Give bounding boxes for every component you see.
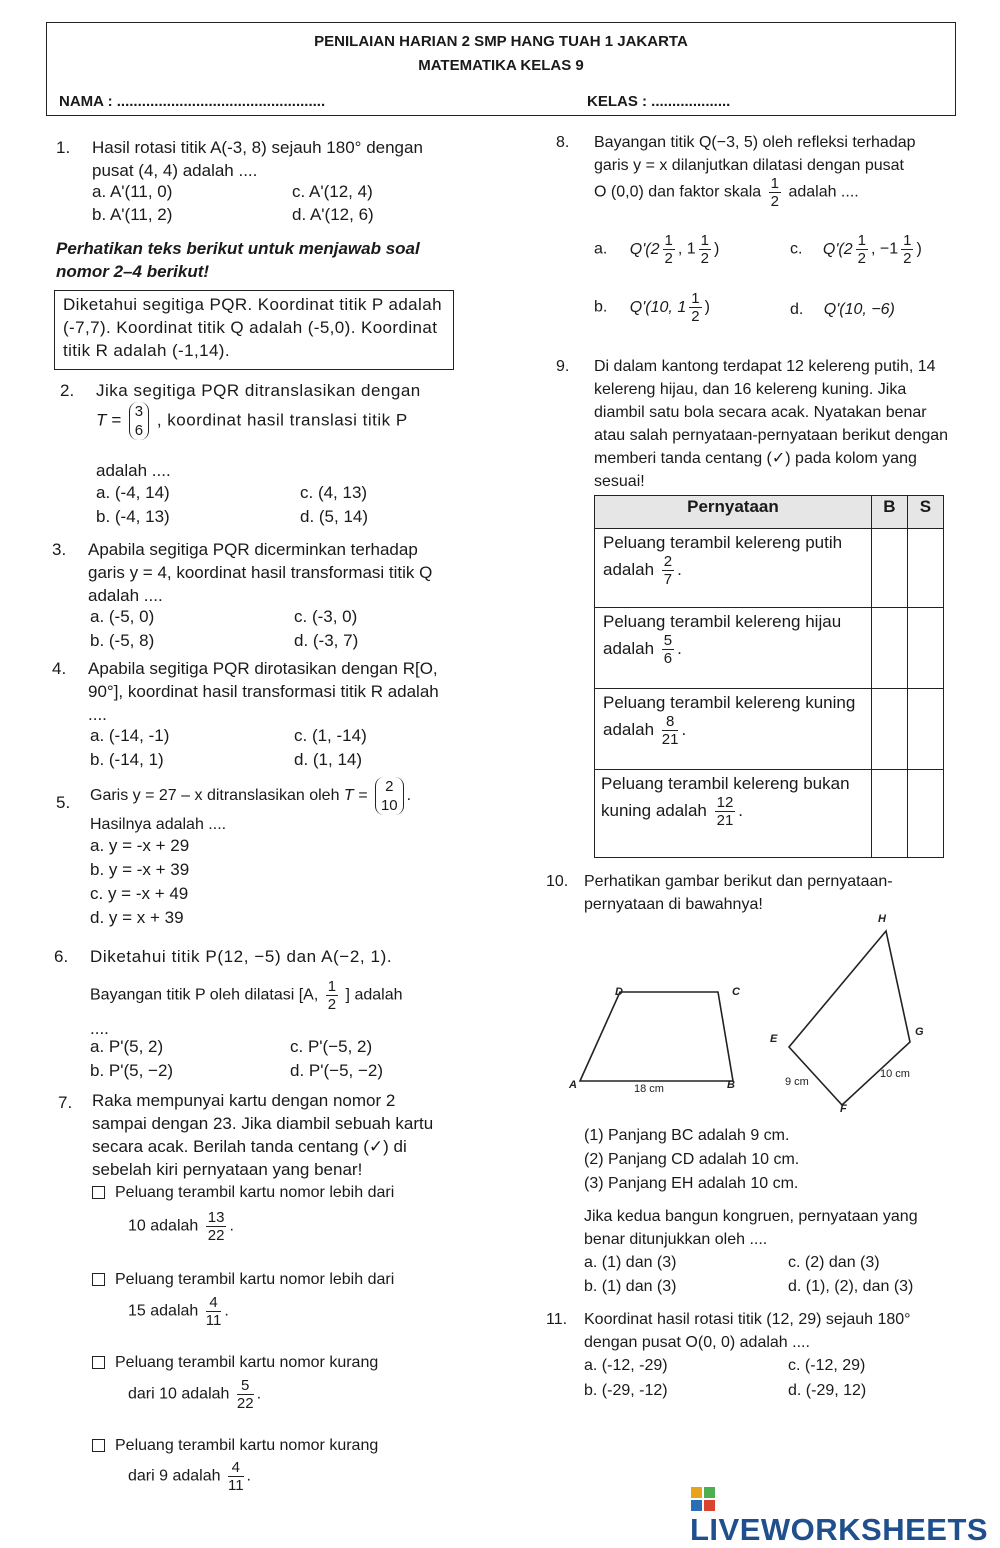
info-box <box>54 290 454 370</box>
q6-text2: Bayangan titik P oleh dilatasi [A, <box>90 986 319 1004</box>
q9-row-2-l2: adalah <box>603 638 655 658</box>
q7-item-1-l1: Peluang terambil kartu nomor lebih dari <box>115 1184 395 1201</box>
q9-header-s: S <box>907 496 943 529</box>
q1-option-b[interactable]: b. A'(11, 2) <box>92 205 173 224</box>
frac-num: 4 <box>228 1459 244 1477</box>
q9-row-1-l1: Peluang terambil kelereng putih <box>603 533 843 552</box>
q4-option-a[interactable]: a. (-14, -1) <box>90 726 170 745</box>
q8-number: 8. <box>556 134 570 151</box>
q7-item-4-fraction <box>228 1459 244 1494</box>
q2-vector-x: 3 <box>134 403 144 420</box>
frac-num: 1 <box>700 232 710 249</box>
q10-option-a[interactable]: a. (1) dan (3) <box>584 1254 677 1271</box>
q9-row-2-l1: Peluang terambil kelereng hijau <box>603 612 842 631</box>
q7-item-2-fraction <box>206 1294 222 1329</box>
q1-option-d[interactable]: d. A'(12, 6) <box>292 205 374 224</box>
table-row <box>595 529 944 608</box>
q8-b-t1: Q'(10, 1 <box>629 298 687 316</box>
frac-num: 12 <box>716 794 734 811</box>
q8-line3 <box>594 175 859 210</box>
q2-option-d[interactable]: d. (5, 14) <box>300 507 369 526</box>
q10-option-c[interactable]: c. (2) dan (3) <box>788 1254 880 1271</box>
q5-vector <box>375 777 404 815</box>
q8-option-b[interactable] <box>594 290 710 325</box>
q3-option-a[interactable]: a. (-5, 0) <box>90 607 155 626</box>
q7-item-1-l2: 10 adalah <box>128 1217 199 1235</box>
q9-row-1-l2: adalah <box>603 559 655 579</box>
q8-c-t3: ) <box>916 240 922 258</box>
q6-frac-den: 2 <box>327 996 337 1013</box>
q9-row-3-text <box>595 689 872 770</box>
q4-number: 4. <box>52 659 67 678</box>
q10-option-b[interactable]: b. (1) dan (3) <box>584 1278 677 1295</box>
label-fg-length: 10 cm <box>880 1068 910 1080</box>
q8-a-frac2 <box>699 232 711 267</box>
q6-option-b[interactable]: b. P'(5, −2) <box>90 1061 174 1080</box>
frac-num: 13 <box>207 1209 225 1226</box>
q7-item-4-line2: dari 9 adalah $\frac{4}{11}$ . <box>128 1459 251 1494</box>
q8-c-label: c. <box>790 240 803 258</box>
q7-item-2-line2: 15 adalah $\frac{4}{11}$ . <box>128 1294 229 1329</box>
frac-num: 5 <box>237 1377 254 1395</box>
header-subtitle: MATEMATIKA KELAS 9 <box>418 57 584 74</box>
table-row <box>595 770 944 858</box>
q5-text1: Garis y = 27 – x ditranslasikan oleh <box>90 787 340 805</box>
q10-statement-2: (2) Panjang CD adalah 10 cm. <box>584 1151 800 1168</box>
q9-row-4-l2-wrap: kuning adalah $\frac{12}{21}$ . <box>601 794 744 829</box>
q9-row-3-l1: Peluang terambil kelereng kuning <box>603 693 856 712</box>
q7-item-2-l1: Peluang terambil kartu nomor lebih dari <box>115 1271 395 1288</box>
q9-row-3-l2: adalah <box>603 719 655 739</box>
frac-den: 7 <box>663 571 673 588</box>
q9-row-2-b-cell[interactable] <box>871 608 907 689</box>
q10-number: 10. <box>546 873 569 890</box>
frac-den: 6 <box>663 650 673 667</box>
q2-text3: adalah .... <box>96 461 171 480</box>
q9-row-4-text <box>595 770 872 858</box>
q2-translation <box>96 402 408 440</box>
q11-text: Koordinat hasil rotasi titik (12, 29) sejauh 180° dengan pusat O(0, 0) adalah .... <box>584 1311 911 1351</box>
q8-c-frac2 <box>901 232 913 267</box>
q9-row-3-s-cell[interactable] <box>907 689 943 770</box>
q9-row-3-b-cell[interactable] <box>871 689 907 770</box>
q8-a-t3: ) <box>714 240 720 258</box>
label-e: E <box>770 1033 778 1045</box>
frac-num: 4 <box>206 1294 222 1312</box>
frac-den: 2 <box>664 250 673 267</box>
frac-num: 1 <box>691 290 700 307</box>
label-h: H <box>878 913 886 925</box>
brand-logo <box>690 1486 990 1547</box>
label-a: A <box>569 1079 577 1091</box>
q7-item-3-line2: dari 10 adalah $\frac{5}{22}$ . <box>128 1377 262 1412</box>
q8-c-t1: Q'(2 <box>822 240 853 258</box>
q8-a-frac1 <box>663 232 675 267</box>
frac-den: 22 <box>207 1227 225 1244</box>
q9-row-2-fraction <box>662 632 674 667</box>
q2-t-label: T = <box>96 410 122 430</box>
label-b: B <box>727 1079 735 1091</box>
frac-den: 2 <box>691 308 700 325</box>
q6-option-a[interactable]: a. P'(5, 2) <box>90 1037 164 1056</box>
q3-option-b[interactable]: b. (-5, 8) <box>90 631 155 650</box>
q11-number: 11. <box>546 1311 568 1328</box>
frac-num: 1 <box>857 232 866 249</box>
q9-row-1-l2-wrap: adalah $\frac{2}{7}$ . <box>603 553 682 588</box>
q6-option-c[interactable]: c. P'(−5, 2) <box>290 1037 373 1056</box>
q3-option-d[interactable]: d. (-3, 7) <box>294 631 359 650</box>
q6-frac-num: 1 <box>327 978 337 995</box>
q1-option-a[interactable]: a. A'(11, 0) <box>92 182 173 201</box>
q6-text3: ] adalah <box>345 986 403 1004</box>
q5-option-a[interactable]: a. y = -x + 29 <box>90 836 190 855</box>
q9-row-2-l2-wrap: adalah $\frac{5}{6}$ . <box>603 632 682 667</box>
q11-option-b[interactable]: b. (-29, -12) <box>584 1382 668 1399</box>
q9-header-pernyataan: Pernyataan <box>595 496 872 529</box>
q9-row-2-text <box>595 608 872 689</box>
frac-den: 11 <box>227 1477 244 1494</box>
q7-item-4-l2: dari 9 adalah <box>128 1467 221 1485</box>
q9-row-2-s-cell[interactable] <box>907 608 943 689</box>
header-title: PENILAIAN HARIAN 2 SMP HANG TUAH 1 JAKARTA <box>314 33 688 50</box>
q2-text1: Jika segitiga PQR ditranslasikan dengan <box>96 381 421 400</box>
q7-checkbox-3[interactable] <box>92 1356 105 1369</box>
q2-text2: , koordinat hasil translasi titik P <box>156 410 408 430</box>
label-ab-length: 18 cm <box>634 1083 664 1095</box>
q5-vector-x: 2 <box>385 778 394 795</box>
frac-den: 21 <box>661 731 679 748</box>
q7-item-2-l2: 15 adalah <box>128 1302 199 1320</box>
q6-fraction <box>326 978 338 1013</box>
frac-num: 8 <box>662 713 679 731</box>
q7-item-4-l1: Peluang terambil kartu nomor kurang <box>115 1437 379 1454</box>
label-g: G <box>915 1026 924 1038</box>
nama-field[interactable]: NAMA : .................................................. <box>59 93 326 110</box>
label-d: D <box>615 986 623 998</box>
q8-c-frac1 <box>856 232 868 267</box>
label-f: F <box>840 1103 847 1115</box>
q7-checkbox-4[interactable] <box>92 1439 105 1452</box>
q7-checkbox-2[interactable] <box>92 1273 105 1286</box>
brand-text: LIVEWORKSHEETS <box>690 1512 989 1547</box>
q5-option-b[interactable]: b. y = -x + 39 <box>90 860 190 879</box>
q6-line2 <box>90 978 402 1013</box>
frac-num: 2 <box>663 553 673 570</box>
q2-option-b[interactable]: b. (-4, 13) <box>96 507 170 526</box>
q7-item-3-l2: dari 10 adalah <box>128 1385 230 1403</box>
header-box <box>46 22 956 116</box>
q9-row-1-s-cell[interactable] <box>907 529 943 608</box>
q8-option-d[interactable] <box>790 298 895 321</box>
q8-d-t: Q'(10, −6) <box>823 301 895 318</box>
q9-row-1-fraction <box>662 553 674 588</box>
kelas-field[interactable]: KELAS : ................... <box>587 93 731 110</box>
q8-a-t2: , 1 <box>677 240 696 258</box>
q5-option-c[interactable]: c. y = -x + 49 <box>90 884 189 903</box>
q8-b-frac <box>689 290 701 325</box>
q7-checkbox-1[interactable] <box>92 1186 105 1199</box>
frac-den: 21 <box>716 812 734 829</box>
q11-option-c[interactable]: c. (-12, 29) <box>788 1357 866 1374</box>
q4-option-c[interactable]: c. (1, -14) <box>294 726 367 745</box>
q1-number: 1. <box>56 138 71 157</box>
q5-t-label: T = <box>343 787 368 805</box>
q4-option-d[interactable]: d. (1, 14) <box>294 750 363 769</box>
q7-item-1-fraction <box>206 1209 227 1244</box>
trapezoid-abcd <box>580 992 733 1081</box>
q5-vector-y: 10 <box>380 797 398 814</box>
q2-vector-y: 6 <box>134 422 144 439</box>
q8-b-t3: ) <box>704 298 710 316</box>
q7-item-2 <box>92 1268 394 1291</box>
q8-a-t1: Q'(2 <box>629 240 660 258</box>
q10-statement-1: (1) Panjang BC adalah 9 cm. <box>584 1127 790 1144</box>
q10-figure <box>560 905 960 1120</box>
q3-number: 3. <box>52 540 67 559</box>
q6-number: 6. <box>54 947 69 966</box>
q9-text: Di dalam kantong terdapat 12 kelereng putih, 14 kelereng hijau, dan 16 kelereng kuning. Jika diambil satu bola secara acak. Nyatakan benar atau salah pernyataan-pernyataan berikut dengan memberi tanda centang (✓) pada kolom yang sesuai! <box>594 358 949 490</box>
q4-text: Apabila segitiga PQR dirotasikan dengan R[O, 90°], koordinat hasil transformasi titik R adalah .... <box>88 659 439 724</box>
q8-a-label: a. <box>594 240 608 258</box>
q9-row-3-l2-wrap: adalah $\frac{8}{21}$ . <box>603 713 687 748</box>
instruction-text: Perhatikan teks berikut untuk menjawab soal nomor 2–4 berikut! <box>56 239 420 281</box>
table-row <box>595 689 944 770</box>
q5-option-d[interactable]: d. y = x + 39 <box>90 908 184 927</box>
frac-num: 1 <box>664 232 673 249</box>
q3-text: Apabila segitiga PQR dicerminkan terhadap garis y = 4, koordinat hasil transformasi titik Q adalah .... <box>88 540 433 605</box>
frac-den: 2 <box>700 250 710 267</box>
q4-option-b[interactable]: b. (-14, 1) <box>90 750 164 769</box>
frac-num: 1 <box>903 232 912 249</box>
q8-text2: O (0,0) dan faktor skala <box>594 183 762 201</box>
q9-header-b: B <box>871 496 907 529</box>
q6-text1: Diketahui titik P(12, −5) dan A(−2, 1). <box>90 947 393 966</box>
q10-statement-3: (3) Panjang EH adalah 10 cm. <box>584 1175 799 1192</box>
label-ef-length: 9 cm <box>785 1076 809 1088</box>
frac-den: 11 <box>205 1312 222 1329</box>
q7-item-1 <box>92 1181 394 1204</box>
q2-option-a[interactable]: a. (-4, 14) <box>96 483 170 502</box>
q7-number: 7. <box>58 1093 73 1112</box>
q11-option-a[interactable]: a. (-12, -29) <box>584 1357 668 1374</box>
q2-vector <box>129 402 149 440</box>
q8-c-t2: , −1 <box>870 240 899 258</box>
q8-option-c[interactable] <box>790 232 922 267</box>
frac-num: 5 <box>663 632 673 649</box>
q7-item-4 <box>92 1434 378 1457</box>
q9-row-4-l2: kuning adalah <box>601 800 707 820</box>
q9-row-4-s-cell[interactable] <box>907 770 943 858</box>
label-c: C <box>732 986 740 998</box>
frac-num: 1 <box>770 175 779 192</box>
q9-row-4-fraction <box>715 794 736 829</box>
frac-den: 2 <box>857 250 866 267</box>
q8-text1: Bayangan titik Q(−3, 5) oleh refleksi terhadap garis y = x dilanjutkan dilatasi dengan pusat <box>594 134 916 174</box>
q7-item-3-l1: Peluang terambil kartu nomor kurang <box>115 1354 379 1371</box>
q9-row-4-l1: Peluang terambil kelereng bukan <box>601 774 850 793</box>
q1-option-c[interactable]: c. A'(12, 4) <box>292 182 373 201</box>
q9-row-1-b-cell[interactable] <box>871 529 907 608</box>
q7-item-1-line2: 10 adalah $\frac{13}{22}$ . <box>128 1209 234 1244</box>
q6-dots: .... <box>90 1019 109 1038</box>
q7-item-3 <box>92 1351 378 1374</box>
frac-den: 2 <box>903 250 912 267</box>
q10-text: Perhatikan gambar berikut dan pernyataan-pernyataan di bawahnya! <box>584 873 893 913</box>
q8-d-label: d. <box>790 301 804 318</box>
q5-number: 5. <box>56 793 71 812</box>
q9-number: 9. <box>556 358 570 375</box>
q8-option-a[interactable] <box>594 232 719 267</box>
q8-text3: adalah .... <box>788 183 859 201</box>
liveworksheets-icon <box>690 1486 716 1512</box>
q7-text: Raka mempunyai kartu dengan nomor 2 sampai dengan 23. Jika diambil sebuah kartu secara acak. Berilah tanda centang (✓) di sebelah kiri pernyataan yang benar! <box>92 1091 434 1179</box>
info-text: Diketahui segitiga PQR. Koordinat titik P adalah (-7,7). Koordinat titik Q adalah (-5,0). Koordinat titik R adalah (-1,14). <box>63 295 442 360</box>
q11-option-d[interactable]: d. (-29, 12) <box>788 1382 867 1399</box>
q8-fraction <box>769 175 781 210</box>
q10-option-d[interactable]: d. (1), (2), dan (3) <box>788 1278 914 1295</box>
q9-table <box>594 495 944 858</box>
q9-row-1-text <box>595 529 872 608</box>
q8-b-label: b. <box>594 298 608 316</box>
q9-row-3-fraction <box>662 713 679 748</box>
q10-text2: Jika kedua bangun kongruen, pernyataan yang benar ditunjukkan oleh .... <box>584 1208 918 1248</box>
q1-text: Hasil rotasi titik A(-3, 8) sejauh 180° dengan pusat (4, 4) adalah .... <box>92 138 423 180</box>
q2-number: 2. <box>60 381 75 400</box>
q6-option-d[interactable]: d. P'(−5, −2) <box>290 1061 384 1080</box>
frac-den: 2 <box>770 193 779 210</box>
q5-line1: Garis y = 27 – x ditranslasikan oleh T = 2 10 . <box>90 778 412 814</box>
q9-row-4-b-cell[interactable] <box>871 770 907 858</box>
q2-option-c[interactable]: c. (4, 13) <box>300 483 368 502</box>
q5-text2: Hasilnya adalah .... <box>90 816 227 833</box>
frac-den: 22 <box>236 1395 254 1412</box>
table-row <box>595 608 944 689</box>
q7-item-3-fraction <box>237 1377 254 1412</box>
q3-option-c[interactable]: c. (-3, 0) <box>294 607 358 626</box>
